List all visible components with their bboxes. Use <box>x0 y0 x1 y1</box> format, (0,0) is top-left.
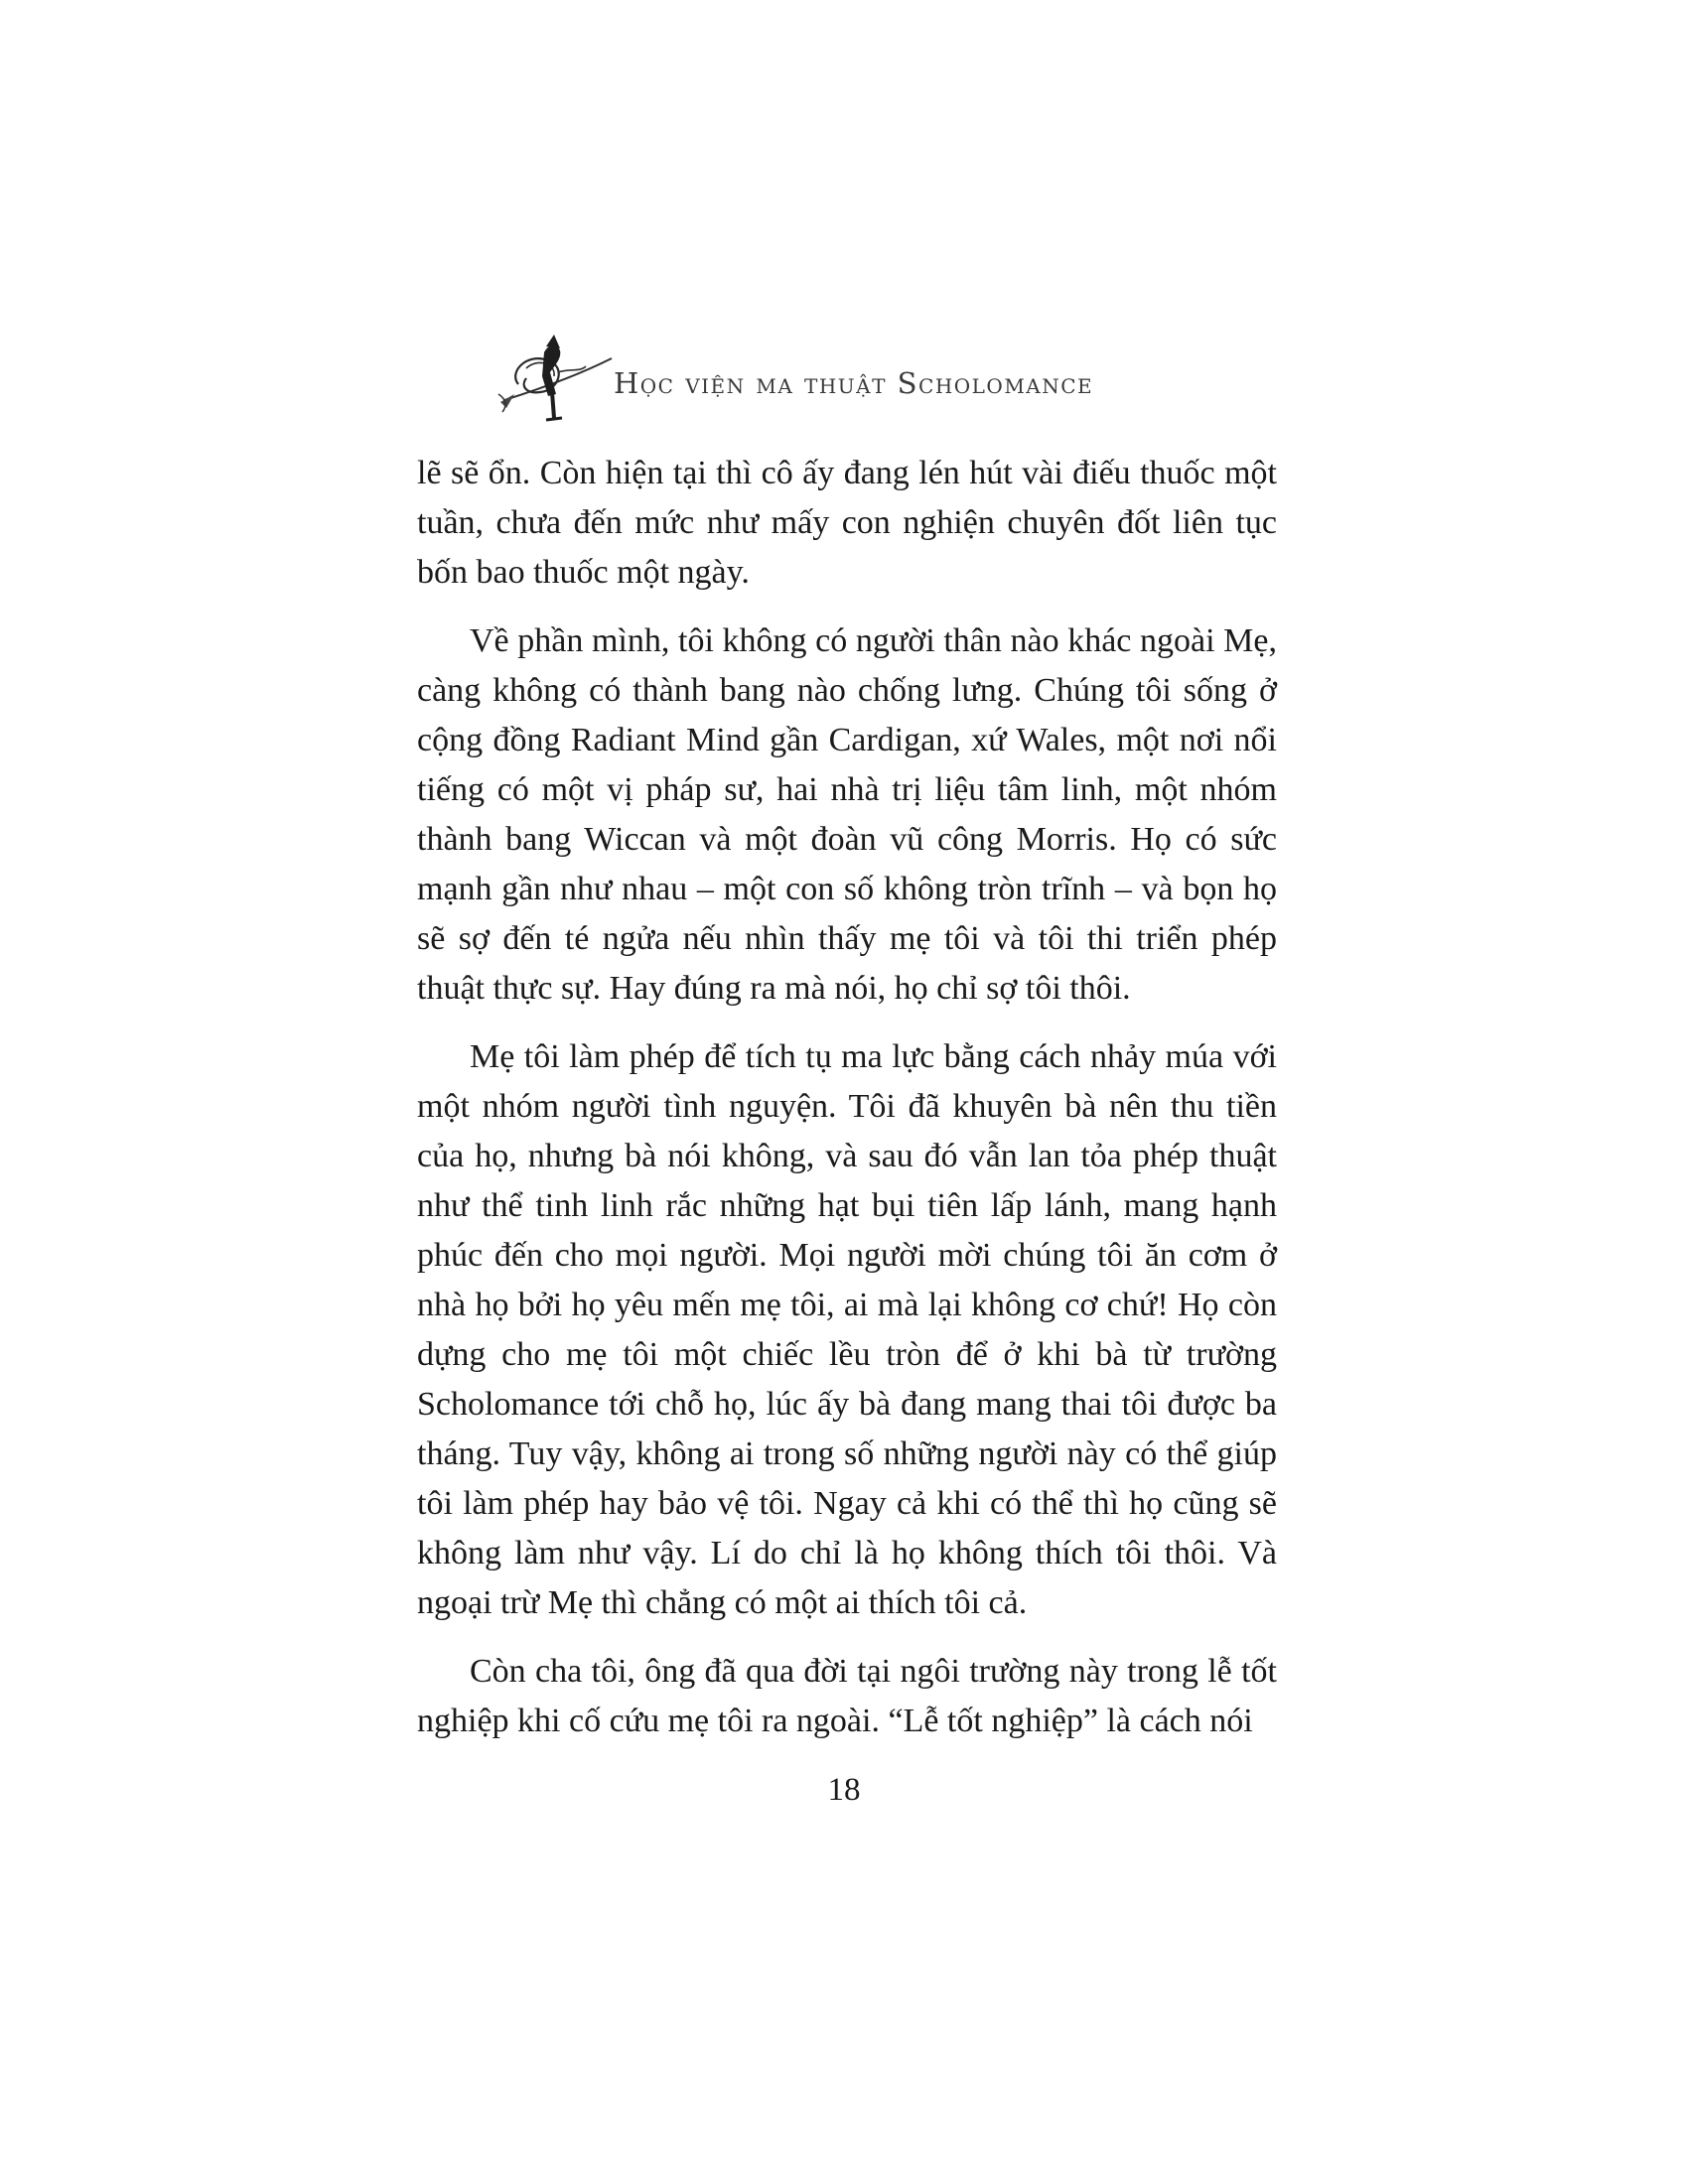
running-header <box>496 333 1211 432</box>
paragraph: Còn cha tôi, ông đã qua đời tại ngôi trường này trong lễ tốt nghiệp khi cố cứu mẹ tôi ra ngoài. “Lễ tốt nghiệp” là cách nói <box>417 1653 1277 1739</box>
witch-on-broomstick-icon <box>496 333 616 432</box>
paragraph: Mẹ tôi làm phép để tích tụ ma lực bằng cách nhảy múa với một nhóm người tình nguyện. Tôi đã khuyên bà nên thu tiền của họ, nhưng bà nói không, và sau đó vẫn lan tỏa phép thuật như thể tinh linh rắc những hạt bụi tiên lấp lánh, mang hạnh phúc đến cho mọi người. Mọi người mời chúng tôi ăn cơm ở nhà họ bởi họ yêu mến mẹ tôi, ai mà lại không cơ chứ! Họ còn dựng cho mẹ tôi một chiếc lều tròn để ở khi bà từ trường Scholomance tới chỗ họ, lúc ấy bà đang mang thai tôi được ba tháng. Tuy vậy, không ai trong số những người này có thể giúp tôi làm phép hay bảo vệ tôi. Ngay cả khi có thể thì họ cũng sẽ không làm như vậy. Lí do chỉ là họ không thích tôi thôi. Và ngoại trừ Mẹ thì chẳng có một ai thích tôi cả. <box>417 1038 1277 1621</box>
page-number: 18 <box>827 1772 861 1808</box>
paragraph: lẽ sẽ ổn. Còn hiện tại thì cô ấy đang lén hút vài điếu thuốc một tuần, chưa đến mức như mấy con nghiện chuyên đốt liên tục bốn bao thuốc một ngày. <box>417 455 1277 591</box>
body-text <box>417 449 1277 1765</box>
book-title: Học viện ma thuật Scholomance <box>614 366 1094 400</box>
paragraph: Về phần mình, tôi không có người thân nào khác ngoài Mẹ, càng không có thành bang nào chống lưng. Chúng tôi sống ở cộng đồng Radiant Mind gần Cardigan, xứ Wales, một nơi nổi tiếng có một vị pháp sư, hai nhà trị liệu tâm linh, một nhóm thành bang Wiccan và một đoàn vũ công Morris. Họ có sức mạnh gần như nhau – một con số không tròn trĩnh – và bọn họ sẽ sợ đến té ngửa nếu nhìn thấy mẹ tôi và tôi thi triển phép thuật thực sự. Hay đúng ra mà nói, họ chỉ sợ tôi thôi. <box>417 622 1277 1007</box>
